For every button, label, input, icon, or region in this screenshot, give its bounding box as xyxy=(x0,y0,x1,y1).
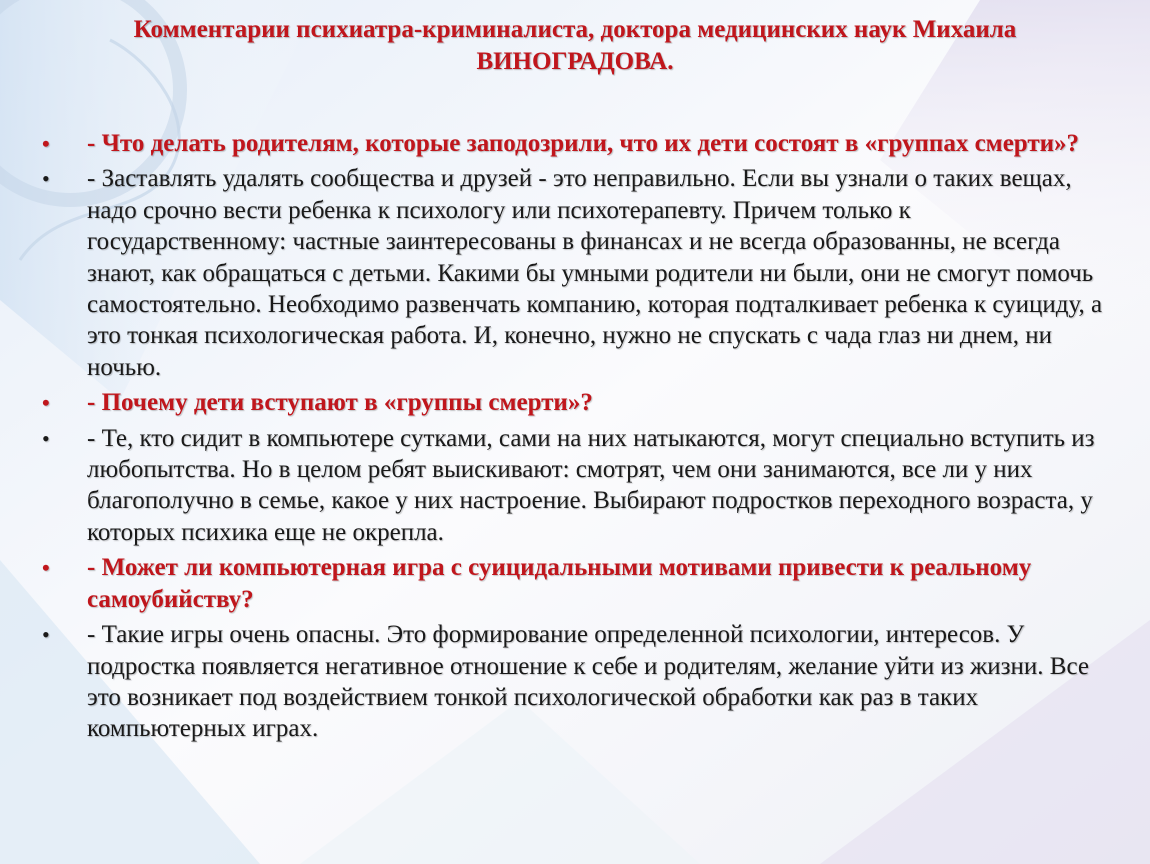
answer-item xyxy=(40,163,1110,383)
answer-text: - Те, кто сидит в компьютере сутками, сами на них натыкаются, могут специально вступить из любопытства. Но в целом ребят выискивают: смотрят, чем они занимаются, все ли у них благополучно в семье, какое у них настроение. Выбирают подростков переходного возраста, у которых психика еще не окрепла. xyxy=(87,424,1095,546)
slide-title-line-2: ВИНОГРАДОВА. xyxy=(476,48,674,75)
bullet-icon: • xyxy=(42,131,50,156)
question-text: - Почему дети вступают в «группы смерти»? xyxy=(87,389,593,417)
answer-item xyxy=(40,423,1110,549)
question-item xyxy=(40,128,1110,159)
slide-title-line-1: Комментарии психиатра-криминалиста, доктора медицинских наук Михаила xyxy=(133,16,1017,43)
bullet-icon: • xyxy=(42,425,50,451)
question-text: - Что делать родителям, которые заподозрили, что их дети состоят в «группах смерти»? xyxy=(87,130,1080,157)
question-item xyxy=(40,387,1110,418)
question-text: - Может ли компьютерная игра с суицидальными мотивами привести к реальному самоубийству? xyxy=(87,554,1032,613)
bullet-icon: • xyxy=(42,166,50,192)
qa-list xyxy=(40,128,1110,749)
answer-item xyxy=(40,619,1110,745)
question-item xyxy=(40,552,1110,615)
bullet-icon: • xyxy=(42,555,50,581)
bullet-icon: • xyxy=(42,390,50,416)
answer-text: - Такие игры очень опасны. Это формирование определенной психологии, интересов. У подростка появляется негативное отношение к себе и родителям, желание уйти из жизни. Все это возникает под воздействием тонкой психологической обработки как раз в таких компьютерных играх. xyxy=(87,621,1089,743)
slide-title xyxy=(40,14,1110,78)
answer-text: - Заставлять удалять сообщества и друзей - это неправильно. Если вы узнали о таких вещах, надо срочно вести ребенка к психологу или психотерапевту. Причем только к государственному: частные заинтересованы в финансах и не всегда образованны, не всегда знают, как обращаться с детьми. Какими бы умными родители ни были, они не смогут помочь самостоятельно. Необходимо развенчать компанию, которая подталкивает ребенка к суициду, а это тонкая психологическая работа. И, конечно, нужно не спускать с чада глаз ни днем, ни ночью. xyxy=(87,165,1103,381)
bullet-icon: • xyxy=(42,622,50,648)
